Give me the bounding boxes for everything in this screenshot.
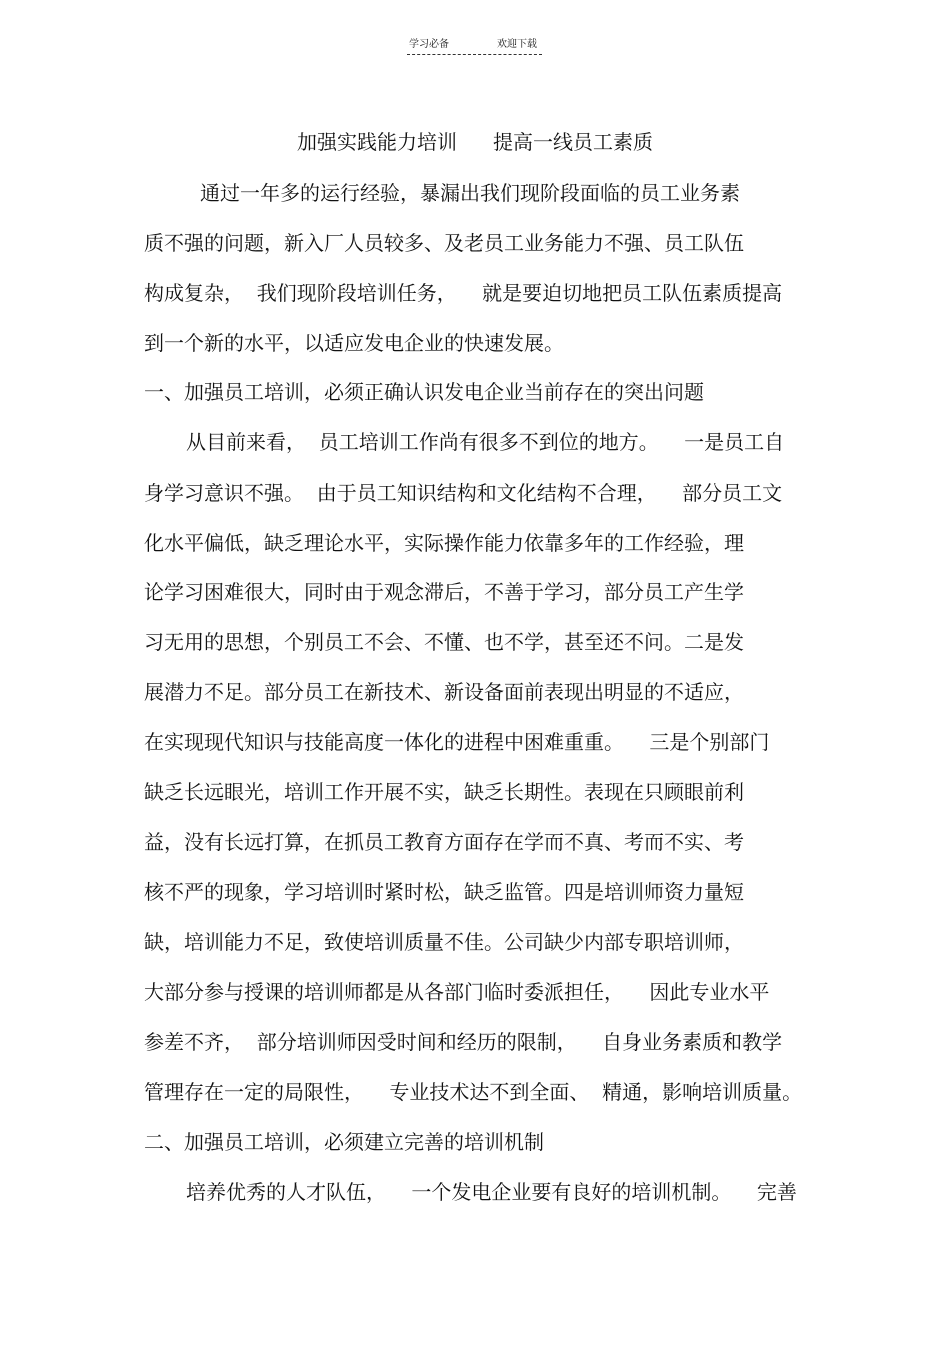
section-heading: 二、加强员工培训，必须建立完善的培训机制 (144, 1130, 544, 1154)
paragraph-line: 展潜力不足。部分员工在新技术、新设备面前表现出明显的不适应， (144, 680, 744, 704)
paragraph-line: 习无用的思想，个别员工不会、不懂、也不学，甚至还不问。二是发 (144, 630, 744, 654)
paragraph-line: 培养优秀的人才队伍， 一个发电企业要有良好的培训机制。 完善 (186, 1180, 797, 1204)
header-left-text: 学习必备 (409, 39, 449, 50)
paragraph-line: 到一个新的水平，以适应发电企业的快速发展。 (144, 331, 564, 355)
paragraph-line: 身学习意识不强。 由于员工知识结构和文化结构不合理， 部分员工文 (144, 481, 783, 505)
page-header (0, 38, 950, 58)
title-part-2: 提高一线员工素质 (493, 130, 653, 154)
document-title (0, 126, 950, 158)
paragraph-line: 通过一年多的运行经验，暴漏出我们现阶段面临的员工业务素 (200, 181, 740, 205)
paragraph-line: 核不严的现象，学习培训时紧时松，缺乏监管。四是培训师资力量短 (144, 880, 744, 904)
paragraph-line: 化水平偏低，缺乏理论水平，实际操作能力依靠多年的工作经验，理 (144, 531, 744, 555)
section-heading: 一、加强员工培训，必须正确认识发电企业当前存在的突出问题 (144, 380, 704, 404)
paragraph-line: 参差不齐， 部分培训师因受时间和经历的限制， 自身业务素质和教学 (144, 1030, 783, 1054)
paragraph-line: 大部分参与授课的培训师都是从各部门临时委派担任， 因此专业水平 (144, 980, 770, 1004)
paragraph-line: 构成复杂， 我们现阶段培训任务， 就是要迫切地把员工队伍素质提高 (144, 281, 783, 305)
paragraph-line: 从目前来看， 员工培训工作尚有很多不到位的地方。 一是员工自 (186, 430, 785, 454)
paragraph-line: 缺，培训能力不足，致使培训质量不佳。公司缺少内部专职培训师， (144, 930, 744, 954)
paragraph-line: 益，没有长远打算，在抓员工教育方面存在学而不真、考而不实、考 (144, 830, 744, 854)
paragraph-line: 质不强的问题，新入厂人员较多、及老员工业务能力不强、员工队伍 (144, 231, 744, 255)
paragraph-line: 在实现现代知识与技能高度一体化的进程中困难重重。 三是个别部门 (144, 730, 770, 754)
paragraph-line: 缺乏长远眼光，培训工作开展不实，缺乏长期性。表现在只顾眼前利 (144, 780, 744, 804)
header-right-text: 欢迎下载 (497, 39, 537, 50)
header-dashed-rule (407, 54, 542, 55)
title-part-1: 加强实践能力培训 (297, 130, 457, 154)
paragraph-line: 论学习困难很大，同时由于观念滞后，不善于学习，部分员工产生学 (144, 580, 744, 604)
paragraph-line: 管理存在一定的局限性， 专业技术达不到全面、 精通，影响培训质量。 (144, 1080, 803, 1104)
